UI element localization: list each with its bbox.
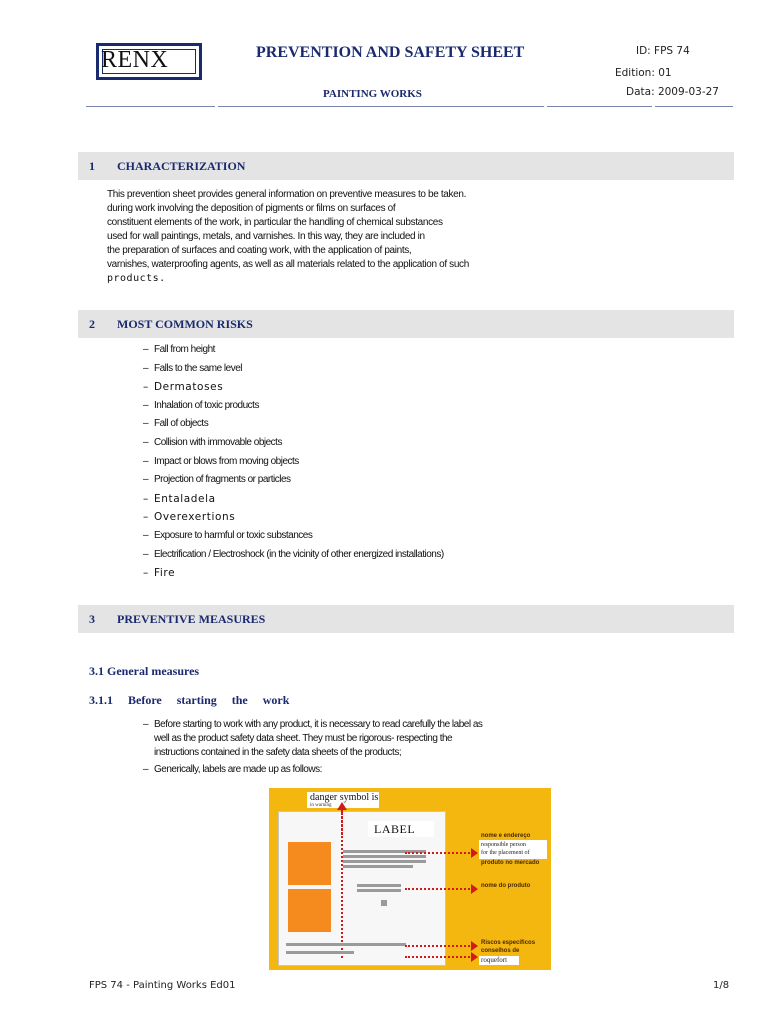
list-item: – Generically, labels are made up as follows: bbox=[143, 764, 322, 775]
text-line-placeholder bbox=[343, 860, 426, 863]
hazard-pictogram bbox=[288, 842, 331, 885]
characterization-paragraph bbox=[107, 188, 477, 286]
header-rule-right-b bbox=[655, 106, 733, 107]
danger-symbol-subtext: in warning bbox=[310, 803, 332, 808]
list-item: – Entaladela bbox=[143, 492, 216, 505]
header-rule-center bbox=[218, 106, 544, 107]
arrow-head bbox=[471, 941, 478, 951]
pointer-arrow bbox=[405, 888, 473, 890]
text-line-placeholder bbox=[286, 943, 406, 946]
list-item: – Projection of fragments or particles bbox=[143, 474, 291, 486]
footer-page-number: 1/8 bbox=[713, 980, 730, 991]
list-item: – Collision with immovable objects bbox=[143, 436, 282, 448]
text-line-placeholder bbox=[286, 951, 354, 954]
header-rule-right-a bbox=[547, 106, 652, 107]
callout-specific-risks: Riscos específicos bbox=[481, 940, 536, 946]
arrow-head bbox=[471, 952, 478, 962]
section-header-preventive-measures bbox=[78, 605, 734, 633]
list-item: – Overexertions bbox=[143, 511, 236, 524]
text-line-placeholder bbox=[357, 884, 401, 887]
section-title: MOST COMMON RISKS bbox=[117, 317, 253, 331]
callout-responsible: responsible person bbox=[481, 842, 526, 848]
paragraph-line: the preparation of surfaces and coating work, with the application of paints, bbox=[107, 245, 412, 256]
list-item: – Fall from height bbox=[143, 344, 215, 355]
subsection-before-starting: 3.1.1 Before starting the work bbox=[89, 693, 290, 707]
paragraph-line: varnishes, waterproofing agents, as well as all materials related to the application of such bbox=[107, 259, 469, 270]
callout-product-market: produto no mercado bbox=[481, 860, 540, 866]
hazard-pictogram bbox=[288, 889, 331, 932]
section-title: CHARACTERIZATION bbox=[117, 159, 246, 173]
list-item: – Falls to the same level bbox=[143, 362, 242, 374]
section-number: 1 bbox=[89, 159, 95, 173]
arrow-head bbox=[471, 884, 478, 894]
subsection-general-measures: 3.1 General measures bbox=[89, 664, 200, 678]
document-id: ID: FPS 74 bbox=[636, 45, 690, 57]
list-item: – Exposure to harmful or toxic substances bbox=[143, 529, 313, 541]
list-item: – Before starting to work with any product, it is necessary to read carefully the label as well as the product safety data sheet. They must be rigorous- respecting the instructions contained in the safety data sheets of the products; bbox=[143, 719, 483, 758]
list-item: – Impact or blows from moving objects bbox=[143, 455, 299, 467]
list-item: – Dermatoses bbox=[143, 381, 224, 394]
paragraph-line: used for wall paintings, metals, and varnishes. In this way, they are included in bbox=[107, 231, 425, 242]
text-line-placeholder bbox=[343, 855, 426, 858]
section-header-characterization bbox=[78, 152, 734, 180]
callout-name-address: nome e endereço bbox=[481, 833, 531, 839]
paragraph-line: during work involving the deposition of pigments or films on surfaces of bbox=[107, 203, 396, 214]
risks-list bbox=[143, 344, 444, 586]
paragraph-line: products. bbox=[107, 273, 166, 284]
text-line-placeholder bbox=[357, 889, 401, 892]
list-item: – Electrification / Electroshock (in the vicinity of other energized installations) bbox=[143, 548, 444, 560]
pointer-arrow bbox=[405, 956, 473, 958]
section-number: 3 bbox=[89, 612, 95, 626]
text-line-placeholder bbox=[381, 900, 387, 906]
callout-roquefort: roquefort bbox=[481, 956, 508, 964]
logo-text: RENX bbox=[101, 47, 169, 73]
paragraph-line: This prevention sheet provides general information on preventive measures to be taken. bbox=[107, 189, 467, 200]
danger-symbol-text: danger symbol is bbox=[310, 792, 379, 803]
label-title: LABEL bbox=[374, 822, 416, 836]
label-title-box bbox=[368, 821, 434, 837]
callout-safety-advice: conselhos de bbox=[481, 948, 520, 954]
list-item: – Fall of objects bbox=[143, 418, 209, 430]
list-item: – Fire bbox=[143, 567, 176, 580]
list-item: – Inhalation of toxic products bbox=[143, 399, 259, 411]
company-logo bbox=[96, 43, 202, 80]
callout-placement: for the placement of bbox=[481, 850, 530, 856]
arrow-head bbox=[471, 848, 478, 858]
document-edition: Edition: 01 bbox=[615, 67, 672, 79]
footer-document-ref: FPS 74 - Painting Works Ed01 bbox=[89, 980, 236, 991]
header-rule-left bbox=[86, 106, 215, 107]
danger-arrow-line bbox=[341, 808, 343, 958]
text-line-placeholder bbox=[343, 865, 413, 868]
arrow-head-up bbox=[337, 802, 347, 810]
document-title: PREVENTION AND SAFETY SHEET bbox=[256, 44, 525, 61]
document-date: Data: 2009-03-27 bbox=[626, 86, 719, 98]
paragraph-line: constituent elements of the work, in particular the handling of chemical substances bbox=[107, 217, 443, 228]
document-subtitle: PAINTING WORKS bbox=[323, 88, 422, 100]
section-header-risks bbox=[78, 310, 734, 338]
pointer-arrow bbox=[405, 852, 473, 854]
section-number: 2 bbox=[89, 317, 95, 331]
callout-product-name: nome do produto bbox=[481, 883, 531, 889]
pointer-arrow bbox=[405, 945, 473, 947]
measures-list bbox=[143, 718, 483, 780]
section-title: PREVENTIVE MEASURES bbox=[117, 612, 266, 626]
label-diagram bbox=[269, 788, 551, 970]
